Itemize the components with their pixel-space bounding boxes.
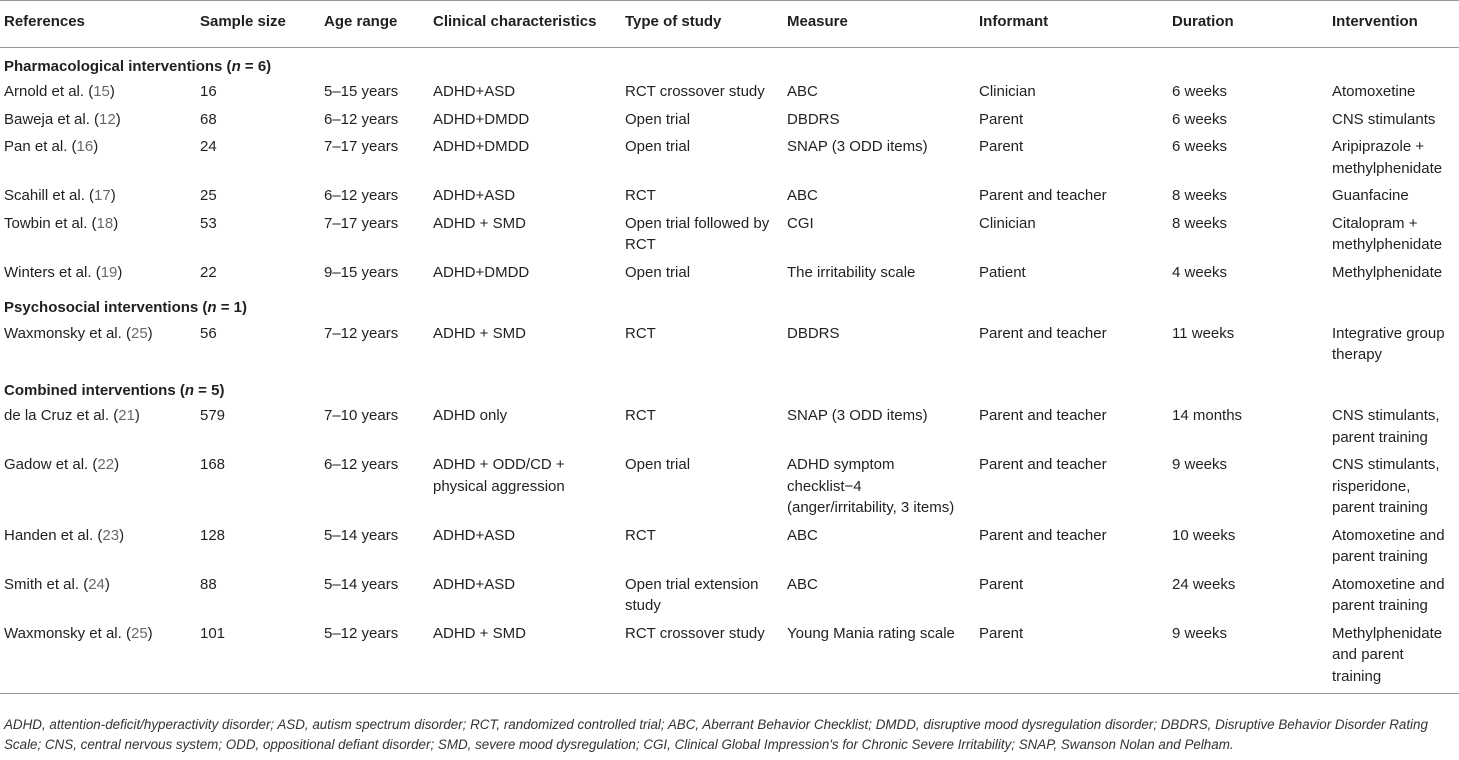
cell-measure: CGI xyxy=(787,214,814,232)
cell-informant: Clinician xyxy=(979,83,1036,100)
cell-intervention: Guanfacine xyxy=(1332,187,1409,204)
cell-reference: Waxmonsky et al. (25) xyxy=(0,621,196,694)
cell-clinical-characteristics: ADHD+DMDD xyxy=(433,263,530,281)
cell-informant: Parent and teacher xyxy=(979,526,1107,544)
header-age-range: Age range xyxy=(320,1,429,48)
section-title: Psychosocial interventions (n = 1) xyxy=(4,299,248,316)
section-title: Pharmacological interventions (n = 6) xyxy=(4,57,272,75)
citation-link[interactable]: 23 xyxy=(102,526,120,544)
cell-reference: Baweja et al. (12) xyxy=(4,110,121,128)
cell-sample-size: 101 xyxy=(196,621,320,694)
cell-reference: de la Cruz et al. (21) xyxy=(4,407,140,424)
cell-sample-size: 68 xyxy=(200,110,217,128)
cell-type-of-study: RCT crossover study xyxy=(621,621,783,694)
cell-duration: 6 weeks xyxy=(1172,110,1228,128)
cell-intervention: Aripiprazole + methylphenidate xyxy=(1332,138,1443,177)
citation-link[interactable]: 18 xyxy=(96,214,114,232)
cell-duration: 6 weeks xyxy=(1172,83,1228,100)
cell-informant: Parent xyxy=(979,575,1024,593)
cell-reference: Arnold et al. (15) xyxy=(4,83,115,100)
cell-informant: Patient xyxy=(979,263,1026,281)
citation-link[interactable]: 17 xyxy=(94,187,111,204)
cell-clinical-characteristics: ADHD+ASD xyxy=(433,575,516,593)
citation-link[interactable]: 21 xyxy=(118,407,135,424)
table-row xyxy=(0,621,1459,694)
cell-type-of-study: RCT crossover study xyxy=(625,83,765,100)
cell-measure: ABC xyxy=(787,575,818,593)
section-row xyxy=(0,370,1459,404)
cell-type-of-study: RCT xyxy=(625,407,656,424)
header-informant: Informant xyxy=(975,1,1168,48)
header-type-of-study: Type of study xyxy=(621,1,783,48)
header-duration: Duration xyxy=(1168,1,1328,48)
table-header xyxy=(0,1,1459,48)
table-row xyxy=(0,403,1459,452)
cell-clinical-characteristics: ADHD + SMD xyxy=(433,214,526,232)
section-row xyxy=(0,47,1459,79)
cell-reference: Handen et al. (23) xyxy=(4,526,125,544)
cell-intervention: CNS stimulants xyxy=(1332,110,1436,128)
cell-type-of-study: Open trial xyxy=(625,263,691,281)
cell-clinical-characteristics: ADHD+DMDD xyxy=(433,110,530,128)
citation-link[interactable]: 12 xyxy=(99,110,116,128)
table-row xyxy=(0,523,1459,572)
cell-informant: Parent and teacher xyxy=(979,407,1107,424)
cell-type-of-study: Open trial xyxy=(625,138,691,155)
cell-age-range: 7–10 years xyxy=(324,407,399,424)
cell-reference: Winters et al. (19) xyxy=(4,263,123,281)
cell-measure: ABC xyxy=(787,187,818,204)
cell-age-range: 5–14 years xyxy=(324,526,399,544)
header-intervention: Intervention xyxy=(1328,1,1459,48)
table-body xyxy=(0,47,1459,694)
cell-intervention: CNS stimulants, risperidone, parent training xyxy=(1332,456,1440,516)
cell-age-range: 6–12 years xyxy=(324,187,399,204)
cell-type-of-study: RCT xyxy=(625,324,656,342)
cell-type-of-study: RCT xyxy=(625,526,656,544)
cell-sample-size: 53 xyxy=(200,214,217,232)
cell-intervention: Methylphenidate xyxy=(1332,263,1443,281)
cell-duration: 11 weeks xyxy=(1172,324,1235,342)
cell-reference: Waxmonsky et al. (25) xyxy=(4,324,153,342)
citation-link[interactable]: 24 xyxy=(88,575,105,593)
cell-reference: Scahill et al. (17) xyxy=(4,187,116,204)
cell-duration: 8 weeks xyxy=(1172,214,1228,232)
cell-intervention: Citalopram + methylphenidate xyxy=(1332,214,1443,253)
header-clinical-characteristics: Clinical characteristics xyxy=(429,1,621,48)
cell-measure: ADHD symptom checklist−4 (anger/irritability, 3 items) xyxy=(787,456,955,516)
cell-intervention: Atomoxetine and parent training xyxy=(1332,526,1445,565)
section-row xyxy=(0,287,1459,321)
cell-sample-size: 56 xyxy=(200,324,217,342)
table-footnote: ADHD, attention-deficit/hyperactivity disorder; ASD, autism spectrum disorder; RCT, randomized controlled trial; ABC, Aberrant Behavior Checklist; DMDD, disruptive mood dysregulation disorder; DBDRS, Disruptive Behavior Disorder Rating Scale; CNS, central nervous system; ODD, oppositional defiant disorder; SMD, severe mood dysregulation; CGI, Clinical Global Impression's for Chronic Severe Irritability; SNAP, Swanson Nolan and Pelham. xyxy=(4,717,1428,752)
cell-intervention: CNS stimulants, parent training xyxy=(1332,407,1440,446)
cell-measure: ABC xyxy=(787,83,818,100)
cell-type-of-study: RCT xyxy=(625,187,656,204)
cell-age-range: 5–14 years xyxy=(324,575,399,593)
cell-age-range: 6–12 years xyxy=(324,456,399,473)
cell-duration: 6 weeks xyxy=(1172,138,1228,155)
cell-informant: Parent and teacher xyxy=(979,324,1107,342)
cell-type-of-study: Open trial followed by RCT xyxy=(625,214,770,253)
cell-measure: SNAP (3 ODD items) xyxy=(787,138,928,155)
cell-sample-size: 88 xyxy=(200,575,217,593)
cell-intervention: Methylphenidate and parent training xyxy=(1328,621,1459,694)
cell-measure: DBDRS xyxy=(787,324,840,342)
table-row xyxy=(0,260,1459,288)
cell-age-range: 6–12 years xyxy=(324,110,399,128)
cell-type-of-study: Open trial xyxy=(625,456,691,473)
cell-age-range: 7–12 years xyxy=(324,324,399,342)
cell-reference: Smith et al. (24) xyxy=(4,575,110,593)
cell-informant: Parent xyxy=(975,621,1168,694)
cell-clinical-characteristics: ADHD+ASD xyxy=(433,187,516,204)
cell-duration: 9 weeks xyxy=(1168,621,1328,694)
cell-sample-size: 16 xyxy=(200,83,217,100)
citation-link[interactable]: 25 xyxy=(130,324,148,342)
table-row xyxy=(0,452,1459,523)
cell-clinical-characteristics: ADHD + SMD xyxy=(433,324,526,342)
cell-reference: Towbin et al. (18) xyxy=(4,214,119,232)
cell-informant: Clinician xyxy=(979,214,1036,232)
citation-link[interactable]: 16 xyxy=(76,138,94,155)
cell-measure: SNAP (3 ODD items) xyxy=(787,407,928,424)
cell-clinical-characteristics: ADHD+ASD xyxy=(433,83,516,100)
cell-measure: The irritability scale xyxy=(787,263,916,281)
cell-informant: Parent and teacher xyxy=(979,187,1107,204)
header-measure: Measure xyxy=(783,1,975,48)
cell-intervention: Atomoxetine and parent training xyxy=(1332,575,1445,614)
cell-informant: Parent xyxy=(979,138,1024,155)
cell-sample-size: 579 xyxy=(200,407,226,424)
cell-duration: 24 weeks xyxy=(1172,575,1236,593)
table-row xyxy=(0,572,1459,621)
cell-reference: Gadow et al. (22) xyxy=(4,456,120,473)
cell-reference: Pan et al. (16) xyxy=(4,138,99,155)
header-sample-size: Sample size xyxy=(196,1,320,48)
cell-intervention: Integrative group therapy xyxy=(1332,324,1445,363)
cell-duration: 10 weeks xyxy=(1172,526,1236,544)
cell-age-range: 9–15 years xyxy=(324,263,399,281)
cell-age-range: 7–17 years xyxy=(324,138,399,155)
table-row xyxy=(0,183,1459,211)
cell-informant: Parent xyxy=(979,110,1024,128)
cell-clinical-characteristics: ADHD + SMD xyxy=(429,621,621,694)
header-references: References xyxy=(0,1,196,48)
cell-clinical-characteristics: ADHD only xyxy=(433,407,508,424)
table-row xyxy=(0,134,1459,183)
citation-link[interactable]: 22 xyxy=(97,456,115,473)
cell-clinical-characteristics: ADHD + ODD/CD + physical aggression xyxy=(433,456,565,495)
cell-duration: 14 months xyxy=(1172,407,1243,424)
citation-link[interactable]: 19 xyxy=(100,263,118,281)
cell-sample-size: 24 xyxy=(200,138,217,155)
cell-duration: 4 weeks xyxy=(1172,263,1228,281)
cell-informant: Parent and teacher xyxy=(979,456,1107,473)
citation-link[interactable]: 25 xyxy=(130,624,148,642)
cell-measure: DBDRS xyxy=(787,110,840,128)
cell-age-range: 5–15 years xyxy=(324,83,399,100)
table-row xyxy=(0,321,1459,370)
table-row xyxy=(0,79,1459,107)
cell-sample-size: 168 xyxy=(200,456,226,473)
cell-age-range: 7–17 years xyxy=(324,214,399,232)
cell-clinical-characteristics: ADHD+ASD xyxy=(433,526,516,544)
cell-duration: 8 weeks xyxy=(1172,187,1228,204)
cell-sample-size: 22 xyxy=(200,263,217,281)
cell-sample-size: 25 xyxy=(200,187,217,204)
cell-age-range: 5–12 years xyxy=(320,621,429,694)
cell-sample-size: 128 xyxy=(200,526,226,544)
section-title: Combined interventions (n = 5) xyxy=(4,381,225,399)
cell-measure: Young Mania rating scale xyxy=(783,621,975,694)
cell-intervention: Atomoxetine xyxy=(1332,83,1416,100)
table-row xyxy=(0,107,1459,135)
cell-type-of-study: Open trial xyxy=(625,110,691,128)
cell-clinical-characteristics: ADHD+DMDD xyxy=(433,138,530,155)
citation-link[interactable]: 15 xyxy=(93,83,110,100)
cell-type-of-study: Open trial extension study xyxy=(625,575,759,614)
cell-measure: ABC xyxy=(787,526,818,544)
cell-duration: 9 weeks xyxy=(1172,456,1228,473)
table-row xyxy=(0,211,1459,260)
